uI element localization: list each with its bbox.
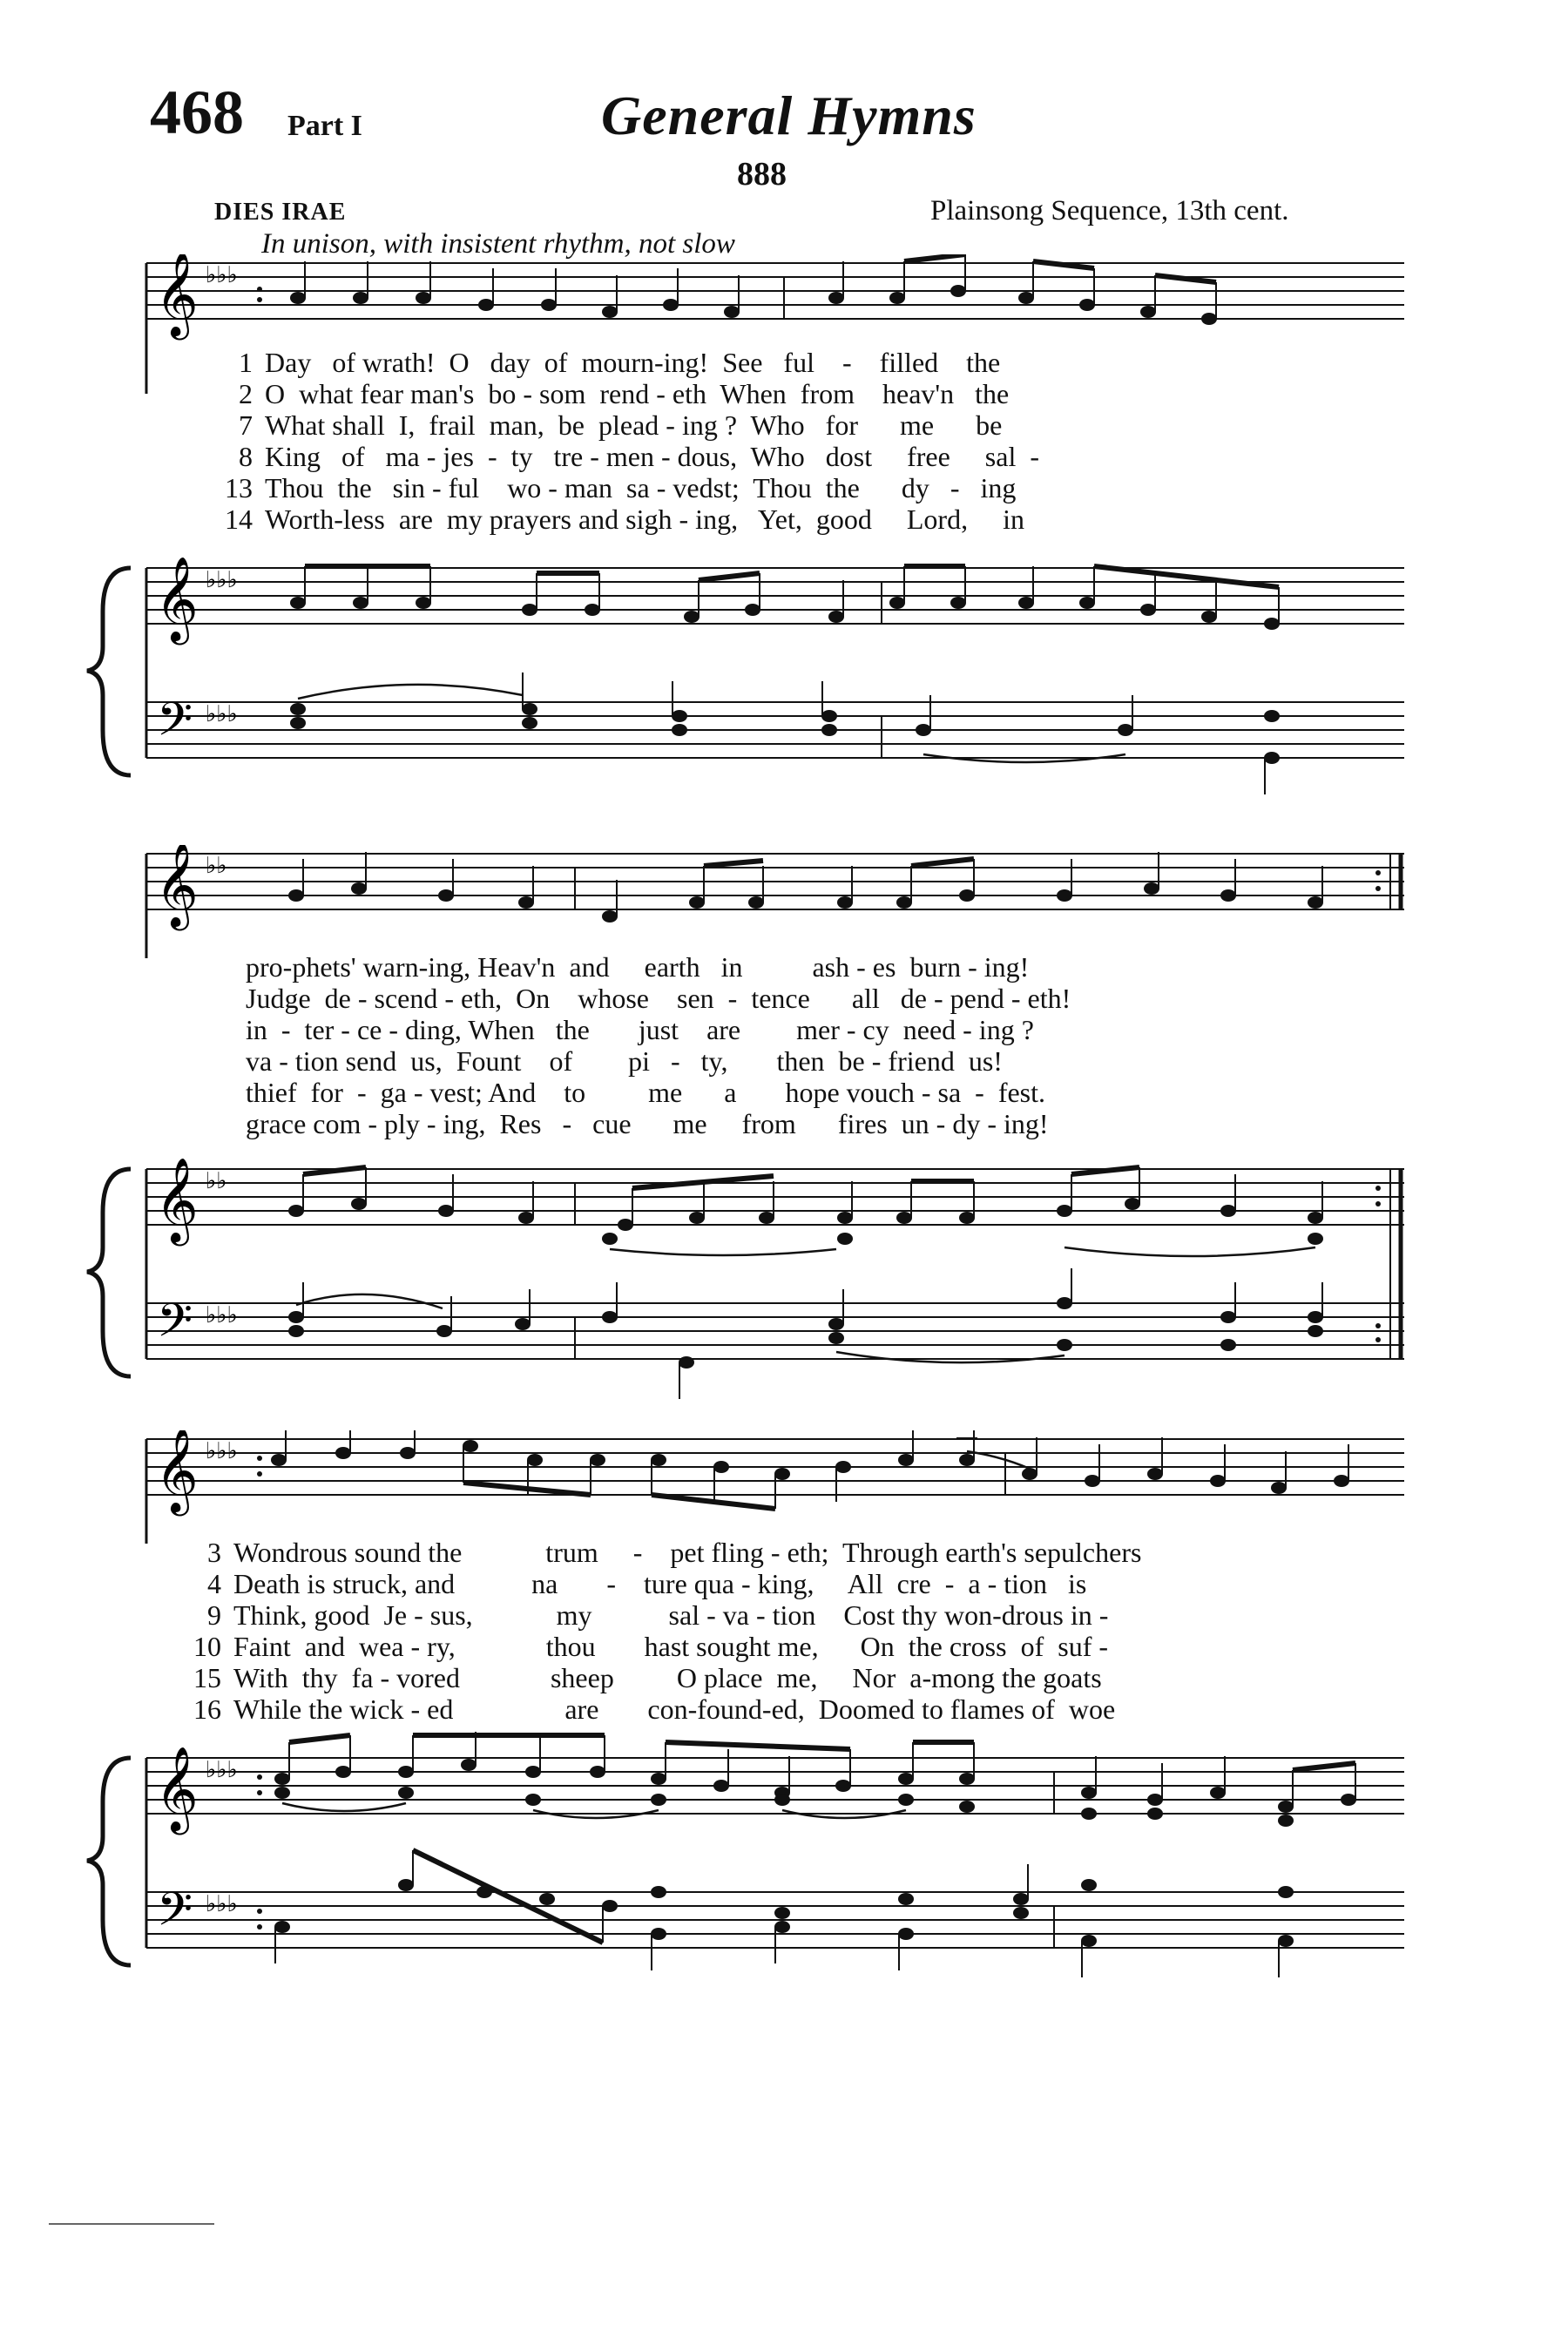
svg-text:♭♭♭: ♭♭♭ xyxy=(206,567,238,592)
tune-name: DIES IRAE xyxy=(214,199,347,226)
svg-text:𝄞: 𝄞 xyxy=(155,254,199,336)
verse-line: pro-phets' warn-ing, Heav'n and earth in ash - es burn - ing! xyxy=(246,951,1030,983)
verse-line: va - tion send us, Fount of pi - ty, then be - friend us! xyxy=(246,1045,1003,1077)
melody-staff-3 xyxy=(0,1430,1568,1544)
svg-text:♭♭♭: ♭♭♭ xyxy=(206,1438,238,1463)
part-label: Part I xyxy=(287,110,362,142)
verse-line: Judge de - scend - eth, On whose sen - tence all de - pend - eth! xyxy=(246,983,1071,1014)
verse-line: 3 Wondrous sound the trum - pet fling - eth; Through earth's sepulchers xyxy=(207,1537,1142,1568)
page-edge-mark xyxy=(49,2223,214,2225)
verse-line: 4 Death is struck, and na - ture qua - king, All cre - a - tion is xyxy=(207,1568,1087,1599)
svg-text:𝄞: 𝄞 xyxy=(155,1157,199,1242)
verse-line: 9 Think, good Je - sus, my sal - va - tion Cost thy won-drous in - xyxy=(207,1599,1109,1631)
verse-line: 16 While the wick - ed are con-found-ed, Doomed to flames of woe xyxy=(193,1693,1116,1725)
svg-text:♭♭: ♭♭ xyxy=(206,853,227,878)
melody-staff-2 xyxy=(0,845,1568,958)
accompaniment-grand-staff-1 xyxy=(0,542,1568,794)
svg-text:𝄞: 𝄞 xyxy=(155,845,199,927)
svg-text:𝄞: 𝄞 xyxy=(155,1746,199,1831)
svg-text:𝄢: 𝄢 xyxy=(157,1294,193,1359)
verse-line: 15 With thy fa - vored sheep O place me, Nor a-mong the goats xyxy=(193,1662,1102,1693)
section-title: General Hymns xyxy=(601,84,977,146)
verse-line: grace com - ply - ing, Res - cue me from fires un - dy - ing! xyxy=(246,1108,1049,1139)
hymn-number: 888 xyxy=(737,156,787,193)
verse-line: 7 What shall I, frail man, be plead - ing ? Who for me be xyxy=(239,409,1003,441)
svg-text:♭♭♭: ♭♭♭ xyxy=(206,701,238,727)
verse-line: 2 O what fear man's bo - som rend - eth When from heav'n the xyxy=(239,378,1010,409)
svg-text:♭♭♭: ♭♭♭ xyxy=(206,1302,238,1328)
svg-text:𝄞: 𝄞 xyxy=(155,1430,199,1512)
verse-line: 1 Day of wrath! O day of mourn-ing! See ful - filled the xyxy=(239,347,1001,378)
accompaniment-grand-staff-3 xyxy=(0,1732,1568,1993)
verse-line: 14 Worth-less are my prayers and sigh - ing, Yet, good Lord, in xyxy=(225,504,1024,535)
svg-text:𝄞: 𝄞 xyxy=(155,556,199,641)
accompaniment-grand-staff-2 xyxy=(0,1143,1568,1404)
svg-text:♭♭♭: ♭♭♭ xyxy=(206,262,238,287)
svg-text:♭♭♭: ♭♭♭ xyxy=(206,1891,238,1916)
svg-text:♭♭♭: ♭♭♭ xyxy=(206,1757,238,1782)
svg-text:♭♭: ♭♭ xyxy=(206,1168,227,1193)
verse-line: 8 King of ma - jes - ty tre - men - dous, Who dost free sal - xyxy=(239,441,1039,472)
verse-line: in - ter - ce - ding, When the just are mer - cy need - ing ? xyxy=(246,1014,1034,1045)
verse-line: 13 Thou the sin - ful wo - man sa - vedst; Thou the dy - ing xyxy=(225,472,1017,504)
page-number: 468 xyxy=(150,78,244,147)
verse-line: 10 Faint and wea - ry, thou hast sought me, On the cross of suf - xyxy=(193,1631,1108,1662)
verse-line: thief for - ga - vest; And to me a hope vouch - sa - fest. xyxy=(246,1077,1046,1108)
svg-text:𝄢: 𝄢 xyxy=(157,693,193,758)
svg-text:𝄢: 𝄢 xyxy=(157,1883,193,1948)
tempo-marking: In unison, with insistent rhythm, not slow xyxy=(261,228,735,260)
tune-source: Plainsong Sequence, 13th cent. xyxy=(930,195,1289,226)
